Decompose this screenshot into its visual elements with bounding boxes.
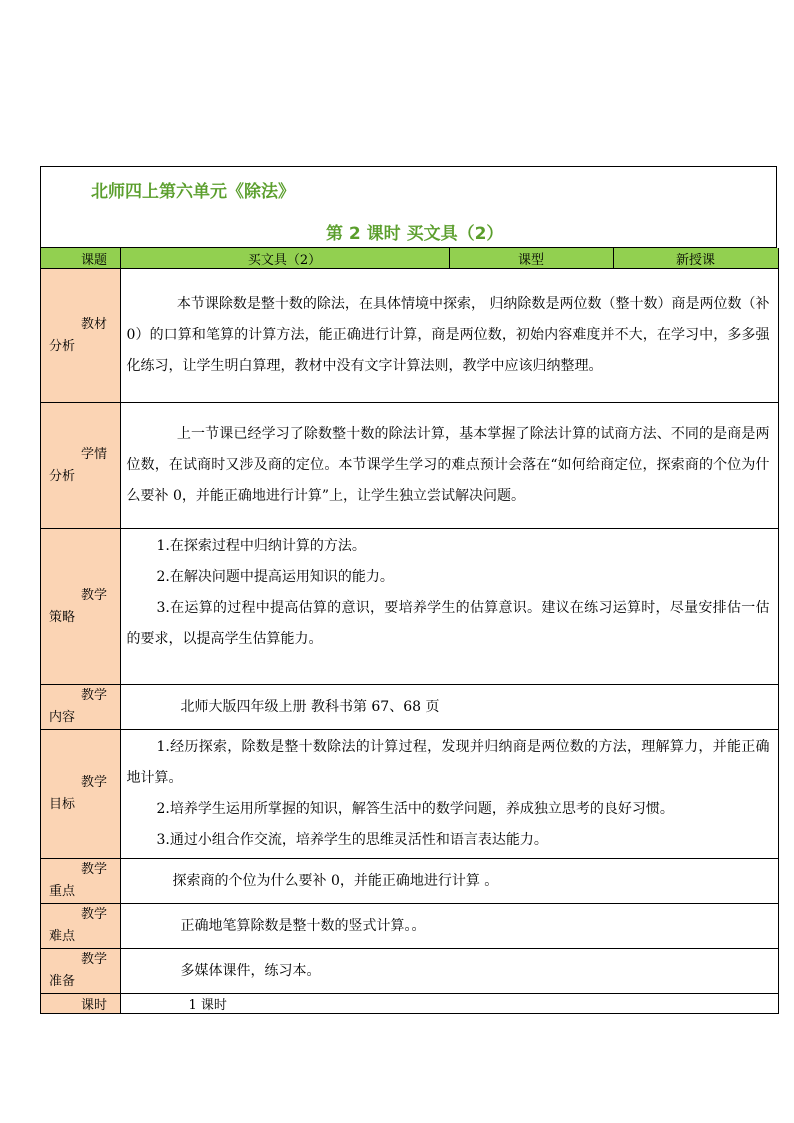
preparation-text: 多媒体课件，练习本。 [120, 949, 778, 994]
difficulty-row [41, 904, 778, 949]
learners-label: 学情 分析 [41, 403, 120, 529]
content-label: 教学 内容 [41, 685, 120, 730]
material-label: 教材 分析 [41, 269, 120, 403]
goal-item: 1.经历探索，除数是整十数除法的计算过程，发现并归纳商是两位数的方法，理解算力，并能正确地计算。 [126, 739, 770, 786]
material-row [41, 269, 778, 403]
content-text: 北师大版四年级上册 教科书第 67、68 页 [120, 685, 778, 730]
strategy-item: 3.在运算的过程中提高估算的意识，要培养学生的估算意识。建议在练习运算时，尽量安排估一估的要求，以提高学生估算能力。 [126, 600, 770, 647]
period-row [41, 994, 778, 1014]
type-label: 课型 [449, 248, 613, 269]
strategy-row [41, 529, 778, 685]
goals-row [41, 730, 778, 859]
topic-label: 课题 [41, 248, 120, 269]
key-point-label: 教学 重点 [41, 859, 120, 904]
learners-row [41, 403, 778, 529]
key-point-text: 探索商的个位为什么要补 0，并能正确地进行计算 。 [120, 859, 778, 904]
period-label: 课时 [41, 994, 120, 1014]
key-point-row [41, 859, 778, 904]
goal-item: 2.培养学生运用所掌握的知识，解答生活中的数学问题，养成独立思考的良好习惯。 [156, 801, 674, 817]
info-row [41, 248, 778, 269]
preparation-label: 教学 准备 [41, 949, 120, 994]
goals-label: 教学 目标 [41, 730, 120, 859]
strategy-label: 教学 策略 [41, 529, 120, 685]
strategy-list [120, 529, 778, 685]
lesson-plan-sheet [40, 166, 777, 1014]
difficulty-label: 教学 难点 [41, 904, 120, 949]
lesson-plan-table [41, 248, 779, 1014]
goal-item: 3.通过小组合作交流，培养学生的思维灵活性和语言表达能力。 [156, 832, 548, 848]
learners-text: 上一节课已经学习了除数整十数的除法计算，基本掌握了除法计算的试商方法、不同的是商是两位数，在试商时又涉及商的定位。本节课学生学习的难点预计会落在“如何给商定位，探索商的个位为什么要补 0，并能正确地进行计算”上，让学生独立尝试解决问题。 [120, 403, 778, 529]
strategy-item: 2.在解决问题中提高运用知识的能力。 [156, 569, 394, 585]
material-text: 本节课除数是整十数的除法，在具体情境中探索， 归纳除数是两位数（整十数）商是两位数（补 0）的口算和笔算的计算方法，能正确进行计算，商是两位数，初始内容难度并不大，在学习中，多多强化练习，让学生明白算理，教材中没有文字计算法则，教学中应该归纳整理。 [120, 269, 778, 403]
unit-title: 北师四上第六单元《除法》 [91, 182, 295, 202]
difficulty-text: 正确地笔算除数是整十数的竖式计算。。 [120, 904, 778, 949]
type-value: 新授课 [613, 248, 778, 269]
preparation-row [41, 949, 778, 994]
period-text: 1 课时 [120, 994, 778, 1014]
lesson-title: 第 2 课时 买文具（2） [326, 224, 504, 244]
goals-list [120, 730, 778, 859]
strategy-item: 1.在探索过程中归纳计算的方法。 [156, 538, 366, 554]
title-block [41, 167, 777, 248]
content-row [41, 685, 778, 730]
topic-value: 买文具（2） [120, 248, 449, 269]
